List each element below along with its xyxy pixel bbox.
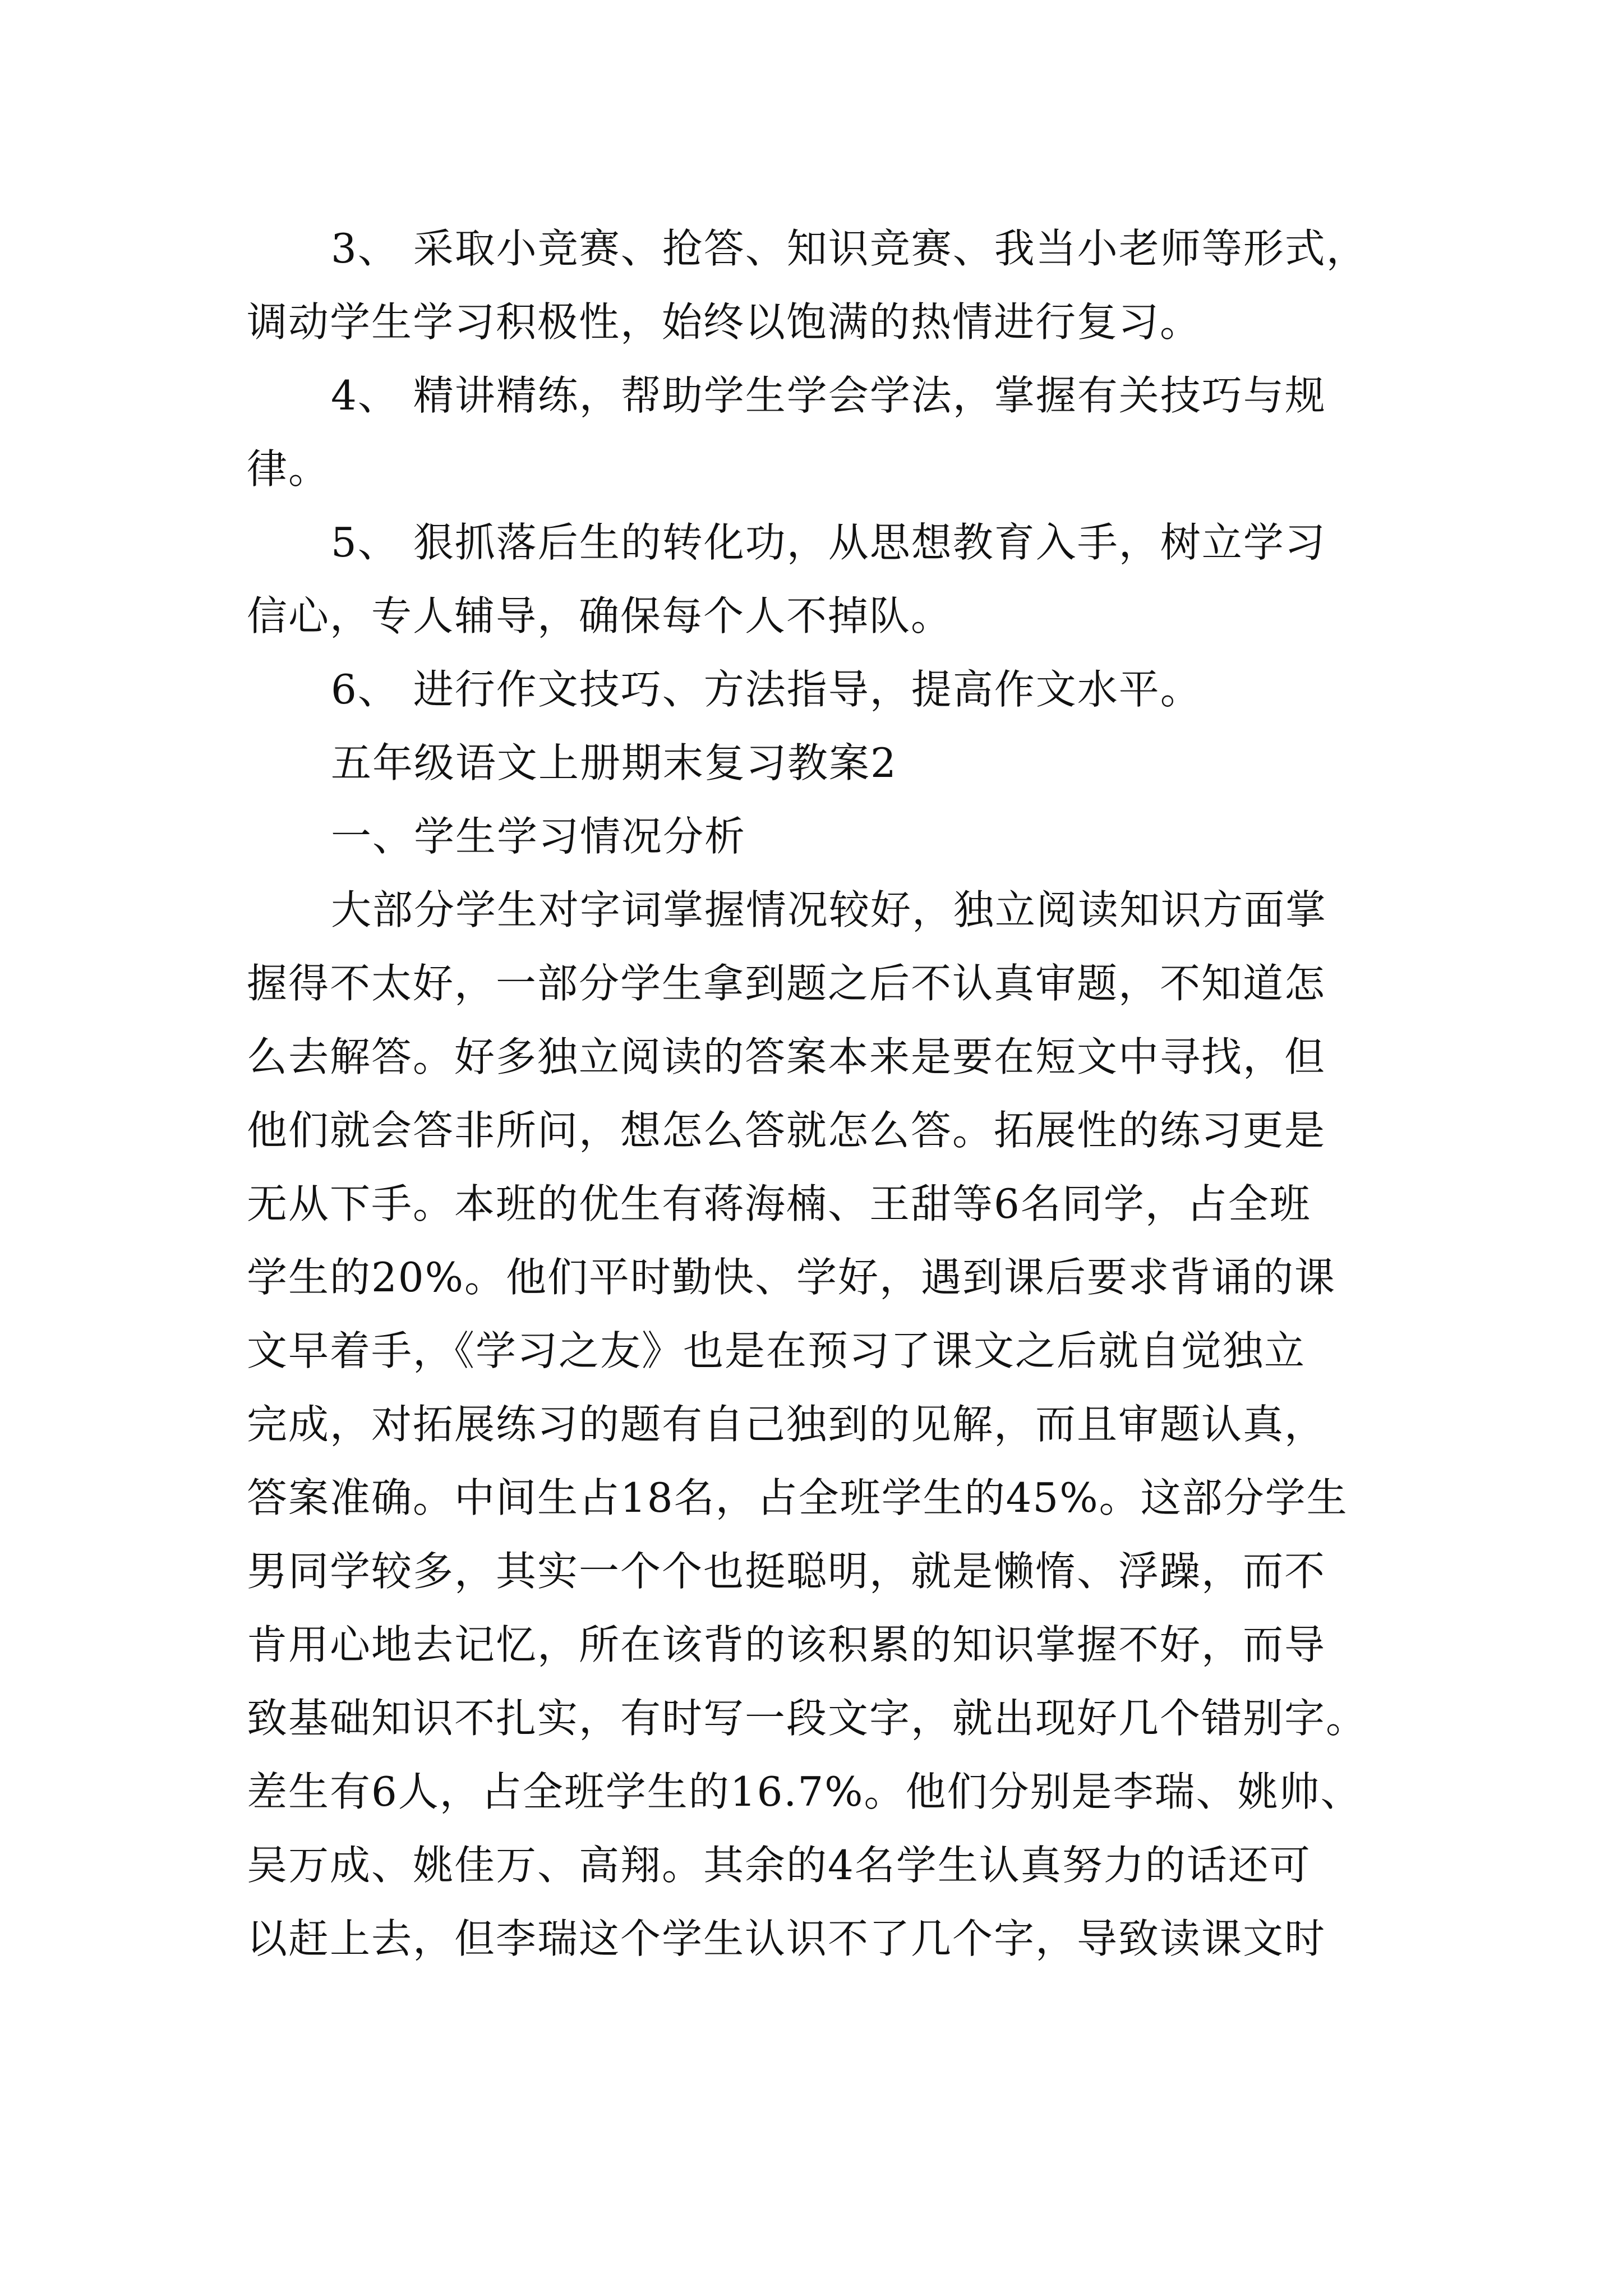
text-line-2: 调动学生学习积极性，始终以饱满的热情进行复习。 <box>247 298 1202 346</box>
text-line-14: 无从下手。本班的优生有蒋海楠、王甜等6名同学，占全班 <box>247 1180 1311 1227</box>
section-heading: 一、学生学习情况分析 <box>331 813 746 860</box>
text-line-16: 文早着手，《学习之友》也是在预习了课文之后就自觉独立 <box>247 1327 1306 1374</box>
text-line-17: 完成，对拓展练习的题有自己独到的见解，而且审题认真， <box>247 1401 1326 1448</box>
section-title: 五年级语文上册期末复习教案2 <box>331 739 897 786</box>
text-line-1: 3、 采取小竞赛、抢答、知识竞赛、我当小老师等形式， <box>331 225 1368 272</box>
text-line-5: 5、 狠抓落后生的转化功，从思想教育入手，树立学习 <box>331 519 1326 566</box>
text-line-6: 信心，专人辅导，确保每个人不掉队。 <box>247 592 953 639</box>
text-line-24: 以赶上去，但李瑞这个学生认识不了几个字，导致读课文时 <box>247 1915 1326 1962</box>
text-line-12: 么去解答。好多独立阅读的答案本来是要在短文中寻找，但 <box>247 1033 1326 1080</box>
text-line-20: 肯用心地去记忆，所在该背的该积累的知识掌握不好，而导 <box>247 1621 1326 1668</box>
text-line-19: 男同学较多，其实一个个也挺聪明，就是懒惰、浮躁，而不 <box>247 1548 1326 1595</box>
text-line-18: 答案准确。中间生占18名，占全班学生的45%。这部分学生 <box>247 1474 1348 1521</box>
text-line-21: 致基础知识不扎实，有时写一段文字，就出现好几个错别字。 <box>247 1695 1368 1742</box>
text-line-13: 他们就会答非所问，想怎么答就怎么答。拓展性的练习更是 <box>247 1107 1326 1154</box>
text-line-23: 吴万成、姚佳万、高翔。其余的4名学生认真努力的话还可 <box>247 1842 1311 1889</box>
text-line-15: 学生的20%。他们平时勤快、学好，遇到课后要求背诵的课 <box>247 1254 1336 1301</box>
text-line-7: 6、 进行作文技巧、方法指导，提高作文水平。 <box>331 666 1202 713</box>
text-line-10: 大部分学生对字词掌握情况较好，独立阅读知识方面掌 <box>331 886 1327 933</box>
text-line-11: 握得不太好，一部分学生拿到题之后不认真审题，不知道怎 <box>247 960 1326 1007</box>
text-line-22: 差生有6人，占全班学生的16.7%。他们分别是李瑞、姚帅、 <box>247 1768 1362 1815</box>
text-line-3: 4、 精讲精练，帮助学生学会学法，掌握有关技巧与规 <box>331 372 1326 419</box>
text-line-4: 律。 <box>247 445 330 493</box>
